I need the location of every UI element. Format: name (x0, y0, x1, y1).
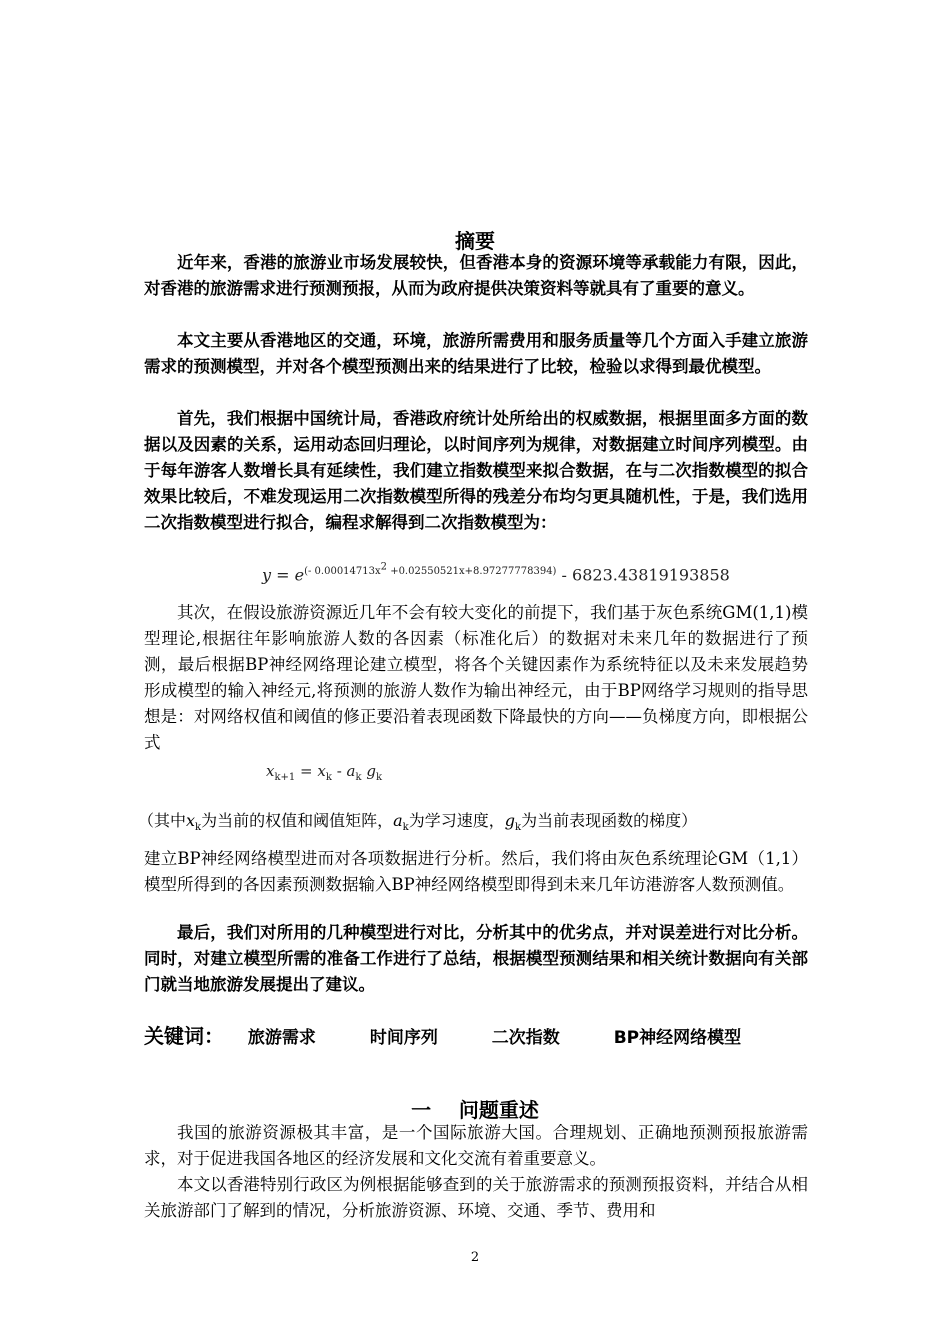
section-1-paragraph-1: 我国的旅游资源极其丰富，是一个国际旅游大国。合理规划、正确地预测预报旅游需求，对于促进我国各地区的经济发展和文化交流有着重要意义。 (144, 1123, 808, 1168)
keyword-item: 旅游需求 (247, 1028, 316, 1048)
keywords-line (144, 1020, 808, 1049)
gradient-formula: $x_{k+1} = x_k - a_k$ $g_k$ (266, 762, 382, 783)
section-1-title: 一 问题重述 (411, 1098, 539, 1122)
page-number: 2 (470, 1250, 480, 1265)
formula-tail: - 6823.43819193858 (556, 565, 730, 585)
section-1-paragraph-2: 本文以香港特别行政区为例根据能够查到的关于旅游需求的预测预报资料，并结合从相关旅游部门了解到的情况，分析旅游资源、环境、交通、季节、费用和 (144, 1175, 808, 1220)
abstract-paragraph-1: 近年来，香港的旅游业市场发展较快，但香港本身的资源环境等承载能力有限，因此，对香港的旅游需求进行预测预报，从而为政府提供决策资料等就具有了重要的意义。 (144, 253, 808, 298)
formula-note: （其中$x_k$为当前的权值和阈值矩阵，$a_k$为学习速度，$g_k$为当前表现函数的梯度） (138, 811, 698, 834)
formula-exponent: (- 0.00014713x2 +0.02550521x+8.97277778394) (304, 562, 557, 578)
keyword-item: 时间序列 (369, 1028, 438, 1048)
abstract-title: 摘要 (455, 229, 495, 253)
formula-lhs: y (262, 565, 272, 585)
abstract-paragraph-bp: 建立BP神经网络模型进而对各项数据进行分析。然后，我们将由灰色系统理论GM（1,1）模型所得到的各因素预测数据输入BP神经网络模型即得到未来几年访港游客人数预测值。 (144, 849, 808, 894)
keyword-item: 二次指数 (491, 1028, 560, 1048)
abstract-paragraph-gm: 其次，在假设旅游资源近几年不会有较大变化的前提下，我们基于灰色系统GM(1,1)模型理论,根据往年影响旅游人数的各因素（标准化后）的数据对未来几年的数据进行了预测，最后根据BP神经网络理论建立模型，将各个关键因素作为系统特征以及未来发展趋势形成模型的输入神经元,将预测的旅游人数作为输出神经元，由于BP网络学习规则的指导思想是：对网络权值和阈值的修正要沿着表现函数下降最快的方向——负梯度方向，即根据公式 (144, 603, 808, 752)
abstract-paragraph-last: 最后，我们对所用的几种模型进行对比，分析其中的优劣点，并对误差进行对比分析。同时，对建立模型所需的准备工作进行了总结，根据模型预测结果和相关统计数据向有关部门就当地旅游发展提出了建议。 (144, 923, 808, 994)
keywords-label: 关键词： (144, 1024, 224, 1048)
abstract-paragraph-2: 本文主要从香港地区的交通，环境，旅游所需费用和服务质量等几个方面入手建立旅游需求的预测模型，并对各个模型预测出来的结果进行了比较，检验以求得到最优模型。 (144, 331, 808, 376)
formula-base: e (294, 565, 305, 585)
exponential-formula: $y = e^{(- 0.00014713x^2 +0.02550521x+8.97277778394)} - 6823.43819193858$ (262, 562, 730, 585)
keyword-item: BP神经网络模型 (613, 1028, 742, 1048)
abstract-paragraph-3: 首先，我们根据中国统计局，香港政府统计处所给出的权威数据，根据里面多方面的数据以及因素的关系，运用动态回归理论，以时间序列为规律，对数据建立时间序列模型。由于每年游客人数增长具有延续性，我们建立指数模型来拟合数据，在与二次指数模型的拟合效果比较后，不难发现运用二次指数模型所得的残差分布均匀更具随机性，于是，我们选用二次指数模型进行拟合，编程求解得到二次指数模型为： (144, 409, 808, 532)
